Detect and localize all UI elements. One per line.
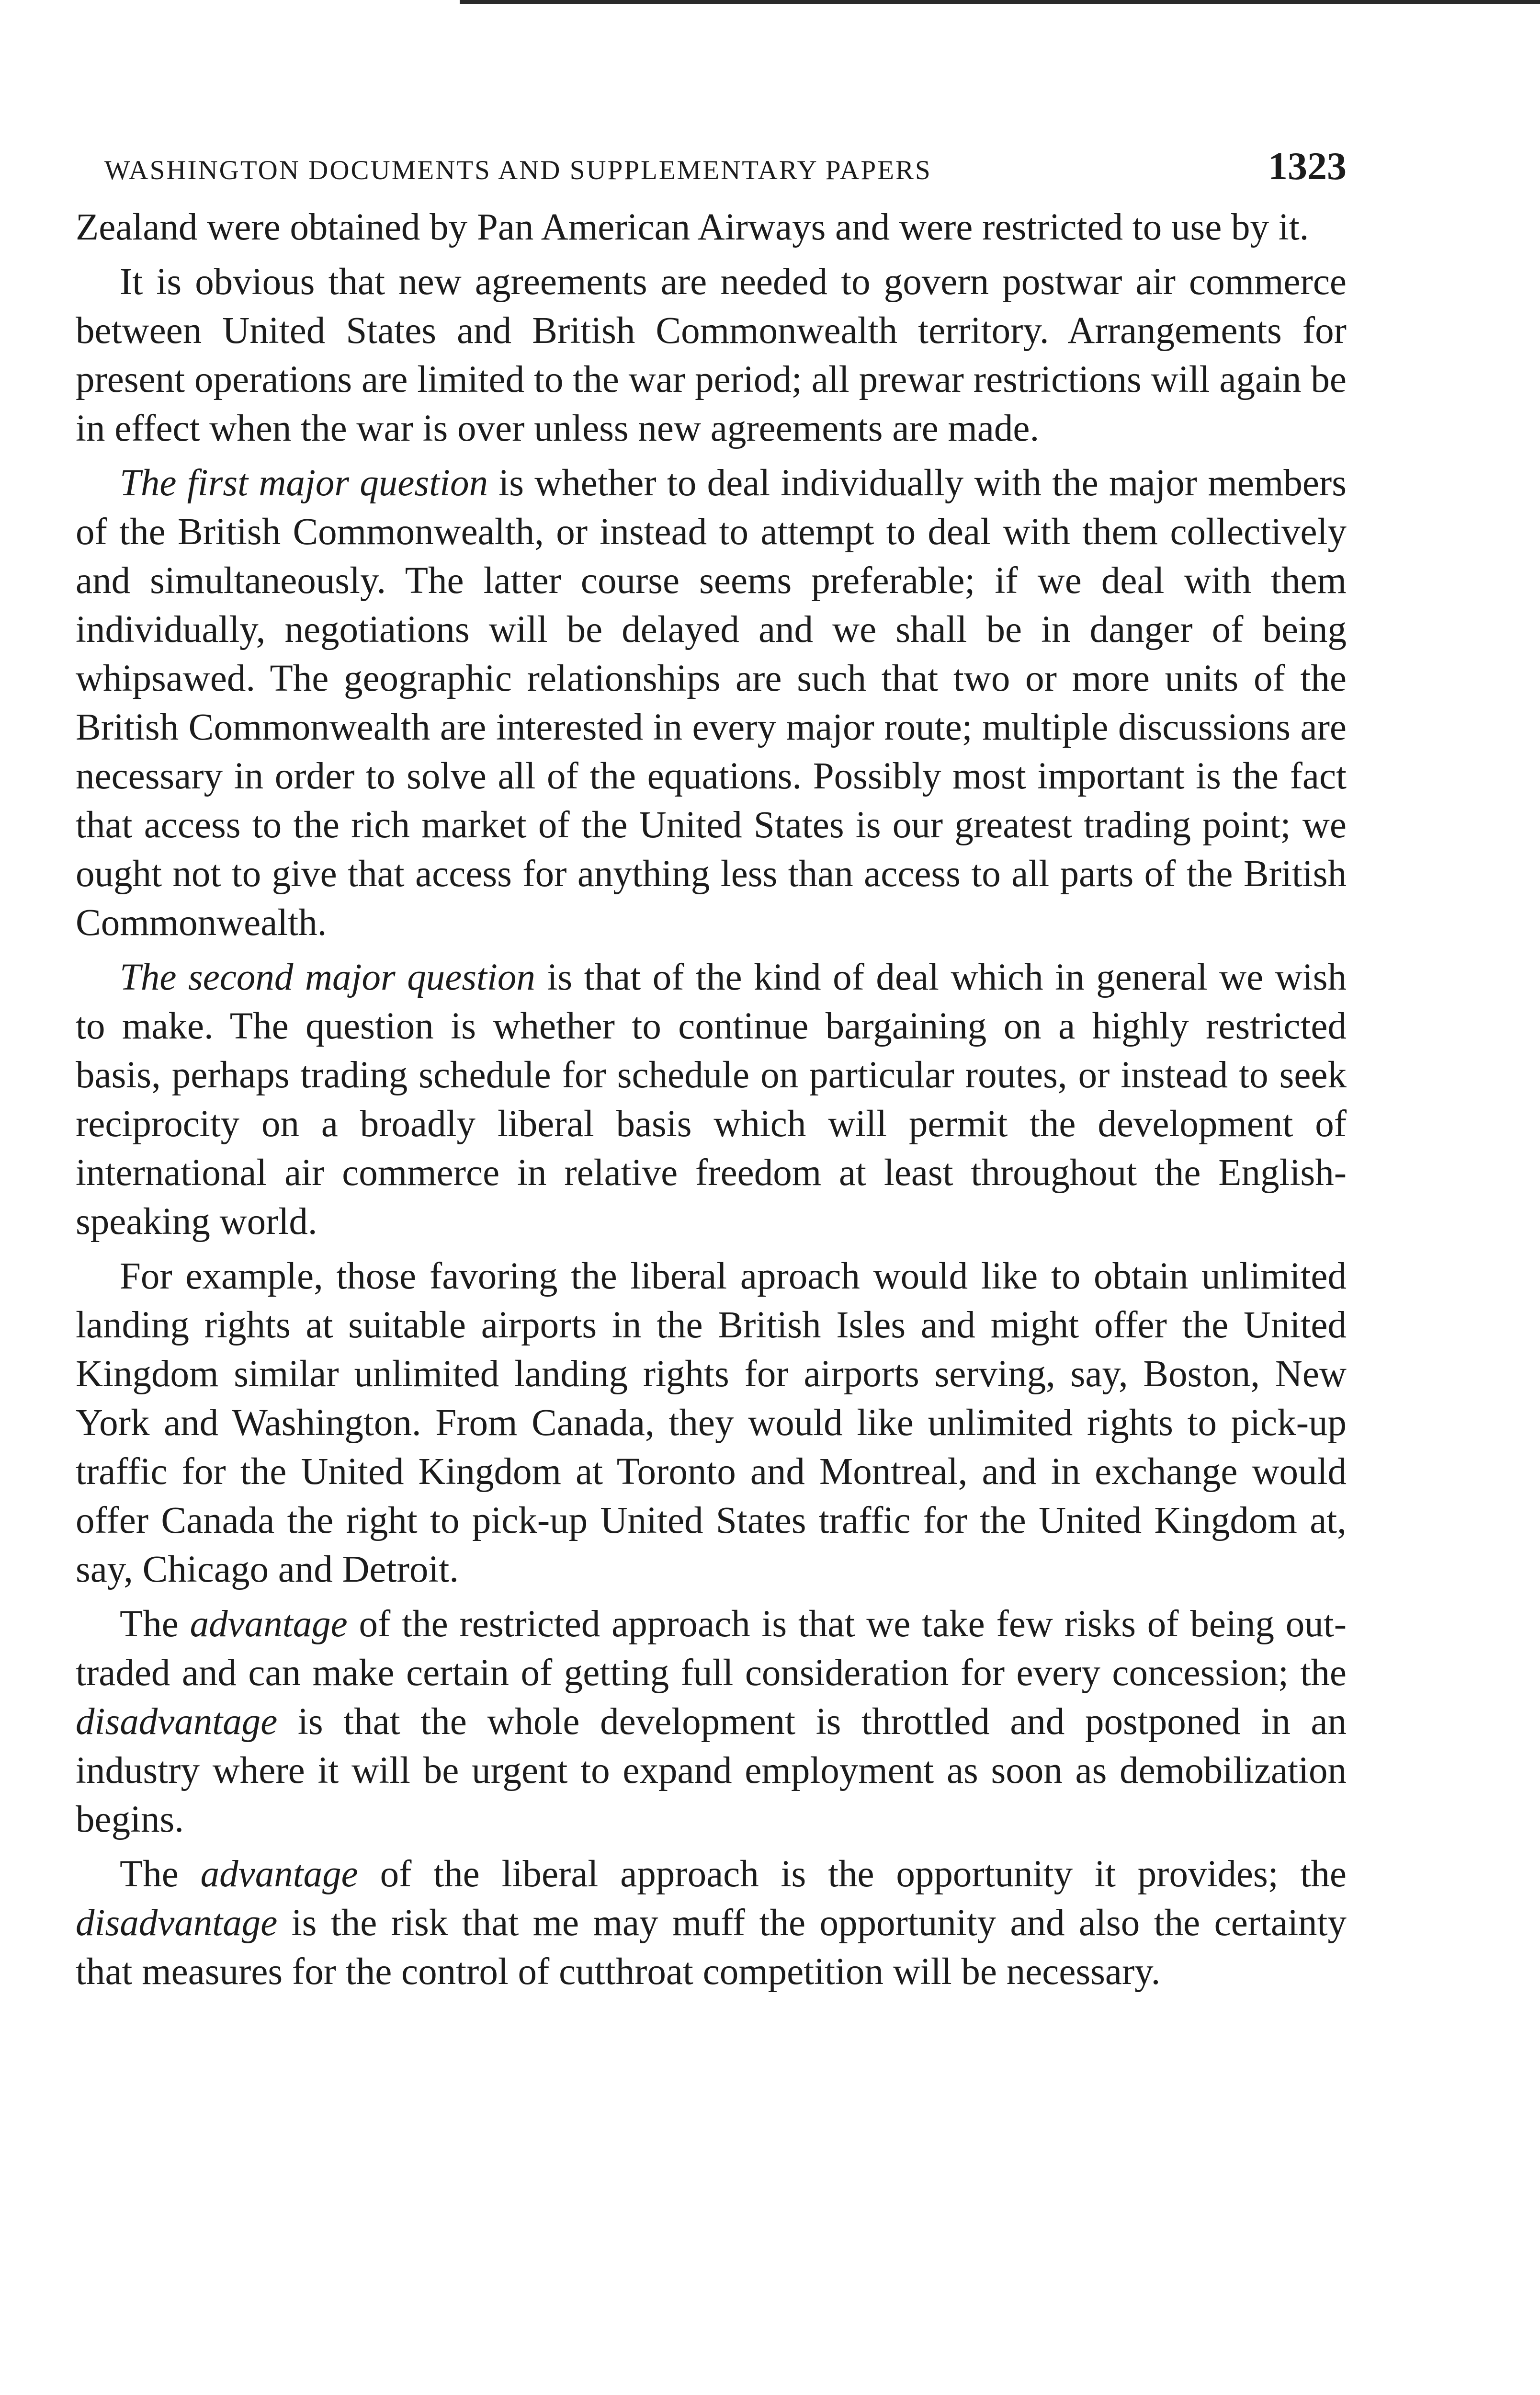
- italic-phrase: disadvantage: [76, 1902, 278, 1944]
- text-run: of the restricted approach is that we take few risks of being out-traded and can make certain of getting full consideration for every concession; the: [76, 1603, 1347, 1694]
- italic-phrase: The first major question: [120, 462, 488, 504]
- document-page: [76, 144, 1347, 2002]
- text-run: The: [120, 1853, 201, 1895]
- paragraph: [76, 1850, 1347, 1996]
- italic-phrase: disadvantage: [76, 1701, 278, 1743]
- text-run: is that the whole development is throttled and postponed in an industry where it will be urgent to expand employment as soon as demobilization begins.: [76, 1701, 1347, 1840]
- italic-phrase: The second major question: [120, 957, 535, 998]
- text-run: For example, those favoring the liberal aproach would like to obtain unlimited landing rights at suitable airports in the British Isles and might offer the United Kingdom similar unlimited landing rights for airports serving, say, Boston, New York and Washington. From Canada, they would like unlimited rights to pick-up traffic for the United Kingdom at Toronto and Montreal, and in exchange would offer Canada the right to pick-up United States traffic for the United Kingdom at, say, Chicago and Detroit.: [76, 1255, 1347, 1590]
- paragraph: [76, 953, 1347, 1246]
- text-run: of the liberal approach is the opportunity it provides; the: [358, 1853, 1347, 1895]
- text-run: is that of the kind of deal which in general we wish to make. The question is whether to continue bargaining on a highly restricted basis, perhaps trading schedule for schedule on particular routes, or instead to seek reciprocity on a broadly liberal basis which will permit the development of international air commerce in relative freedom at least throughout the English-speaking world.: [76, 957, 1347, 1243]
- page-number: 1323: [1268, 144, 1347, 188]
- running-head: [76, 144, 1347, 196]
- text-run: Zealand were obtained by Pan American Airways and were restricted to use by it.: [76, 206, 1309, 248]
- paragraph: [76, 1600, 1347, 1844]
- paragraph: [76, 203, 1347, 252]
- paragraph: [76, 258, 1347, 453]
- text-run: It is obvious that new agreements are needed to govern postwar air commerce between United States and British Commonwealth territory. Arrangements for present operations are limited to the war period; all prewar restrictions will again be in effect when the war is over unless new agreements are made.: [76, 261, 1347, 449]
- paragraph: [76, 1252, 1347, 1594]
- paragraph: [76, 459, 1347, 947]
- text-run: is the risk that me may muff the opportunity and also the certainty that measures for the control of cutthroat competition will be necessary.: [76, 1902, 1347, 1993]
- text-run: is whether to deal individually with the major members of the British Commonwealth, or instead to attempt to deal with them collectively and simultaneously. The latter course seems preferable; if we deal with them individually, negotiations will be delayed and we shall be in danger of being whipsawed. The geographic relationships are such that two or more units of the British Commonwealth are interested in every major route; multiple discussions are necessary in order to solve all of the equations. Possibly most important is the fact that access to the rich market of the United States is our greatest trading point; we ought not to give that access for anything less than access to all parts of the British Commonwealth.: [76, 462, 1347, 944]
- top-rule: [460, 0, 1540, 4]
- italic-phrase: advantage: [190, 1603, 348, 1645]
- text-run: The: [120, 1603, 190, 1645]
- italic-phrase: advantage: [200, 1853, 358, 1895]
- body-text: [76, 203, 1347, 1996]
- running-title: WASHINGTON DOCUMENTS AND SUPPLEMENTARY PAPERS: [104, 155, 932, 185]
